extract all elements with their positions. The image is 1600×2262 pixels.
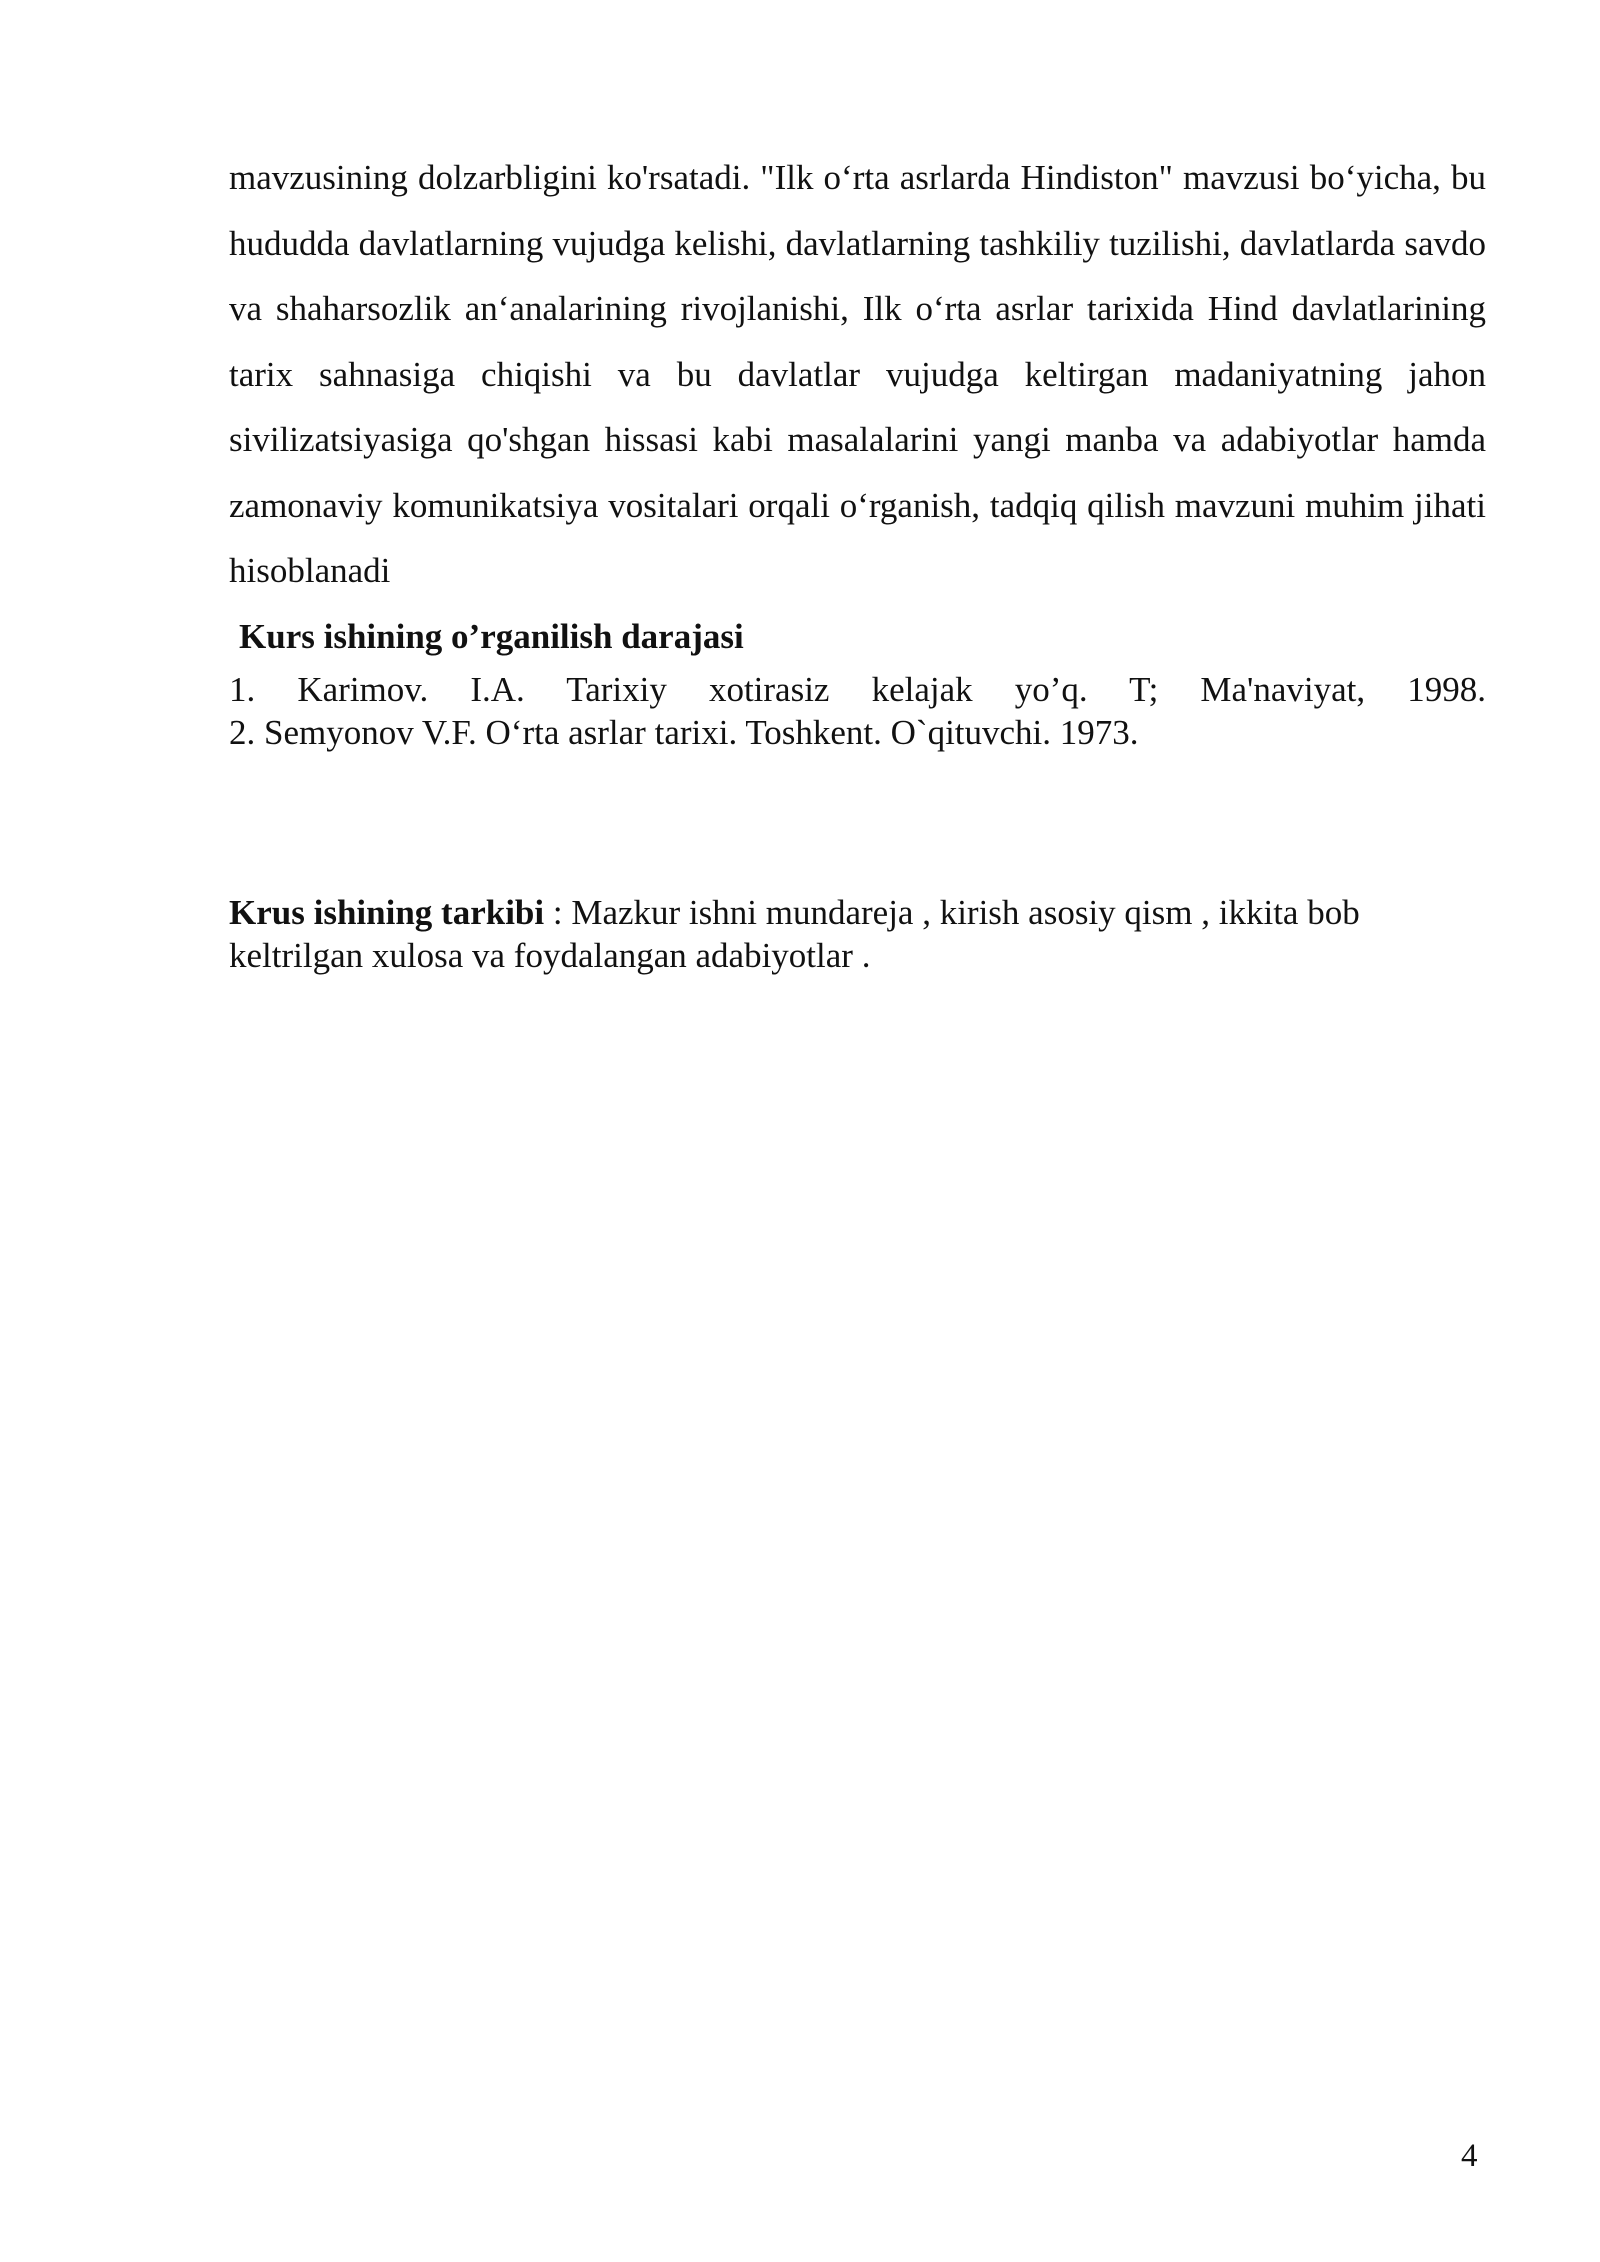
reference-item: 1. Karimov. I.A. Tarixiy xotirasiz kelajak yo’q. T; Ma'naviyat, 1998.	[229, 669, 1486, 709]
study-level-heading: Kurs ishining o’rganilish darajasi	[239, 616, 744, 656]
main-content	[229, 145, 1486, 754]
structure-label: Krus ishining tarkibi	[229, 893, 545, 932]
reference-list	[229, 668, 1486, 754]
page-number: 4	[1461, 2138, 1478, 2174]
reference-item: 2. Semyonov V.F. O‘rta asrlar tarixi. Toshkent. O`qituvchi. 1973.	[229, 712, 1139, 752]
body-paragraph: mavzusining dolzarbligini ko'rsatadi. "Ilk o‘rta asrlarda Hindiston" mavzusi bo‘yicha, bu hududda davlatlarning vujudga kelishi, davlatlarning tashkiliy tuzilishi, davlatlarda savdo va shaharsozlik an‘analarining rivojlanishi, Ilk o‘rta asrlar tarixida Hind davlatlarining tarix sahnasiga chiqishi va bu davlatlar vujudga keltirgan madaniyatning jahon sivilizatsiyasiga qo'shgan hissasi kabi masalalarini yangi manba va adabiyotlar hamda zamonaviy komunikatsiya vositalari orqali o‘rganish, tadqiq qilish mavzuni muhim jihati hisoblanadi	[229, 158, 1486, 590]
structure-text: : Mazkur ishni mundareja , kirish asosiy qism , ikkita bob keltrilgan xulosa va foydalangan adabiyotlar .	[229, 893, 1360, 975]
structure-paragraph	[229, 891, 1486, 977]
